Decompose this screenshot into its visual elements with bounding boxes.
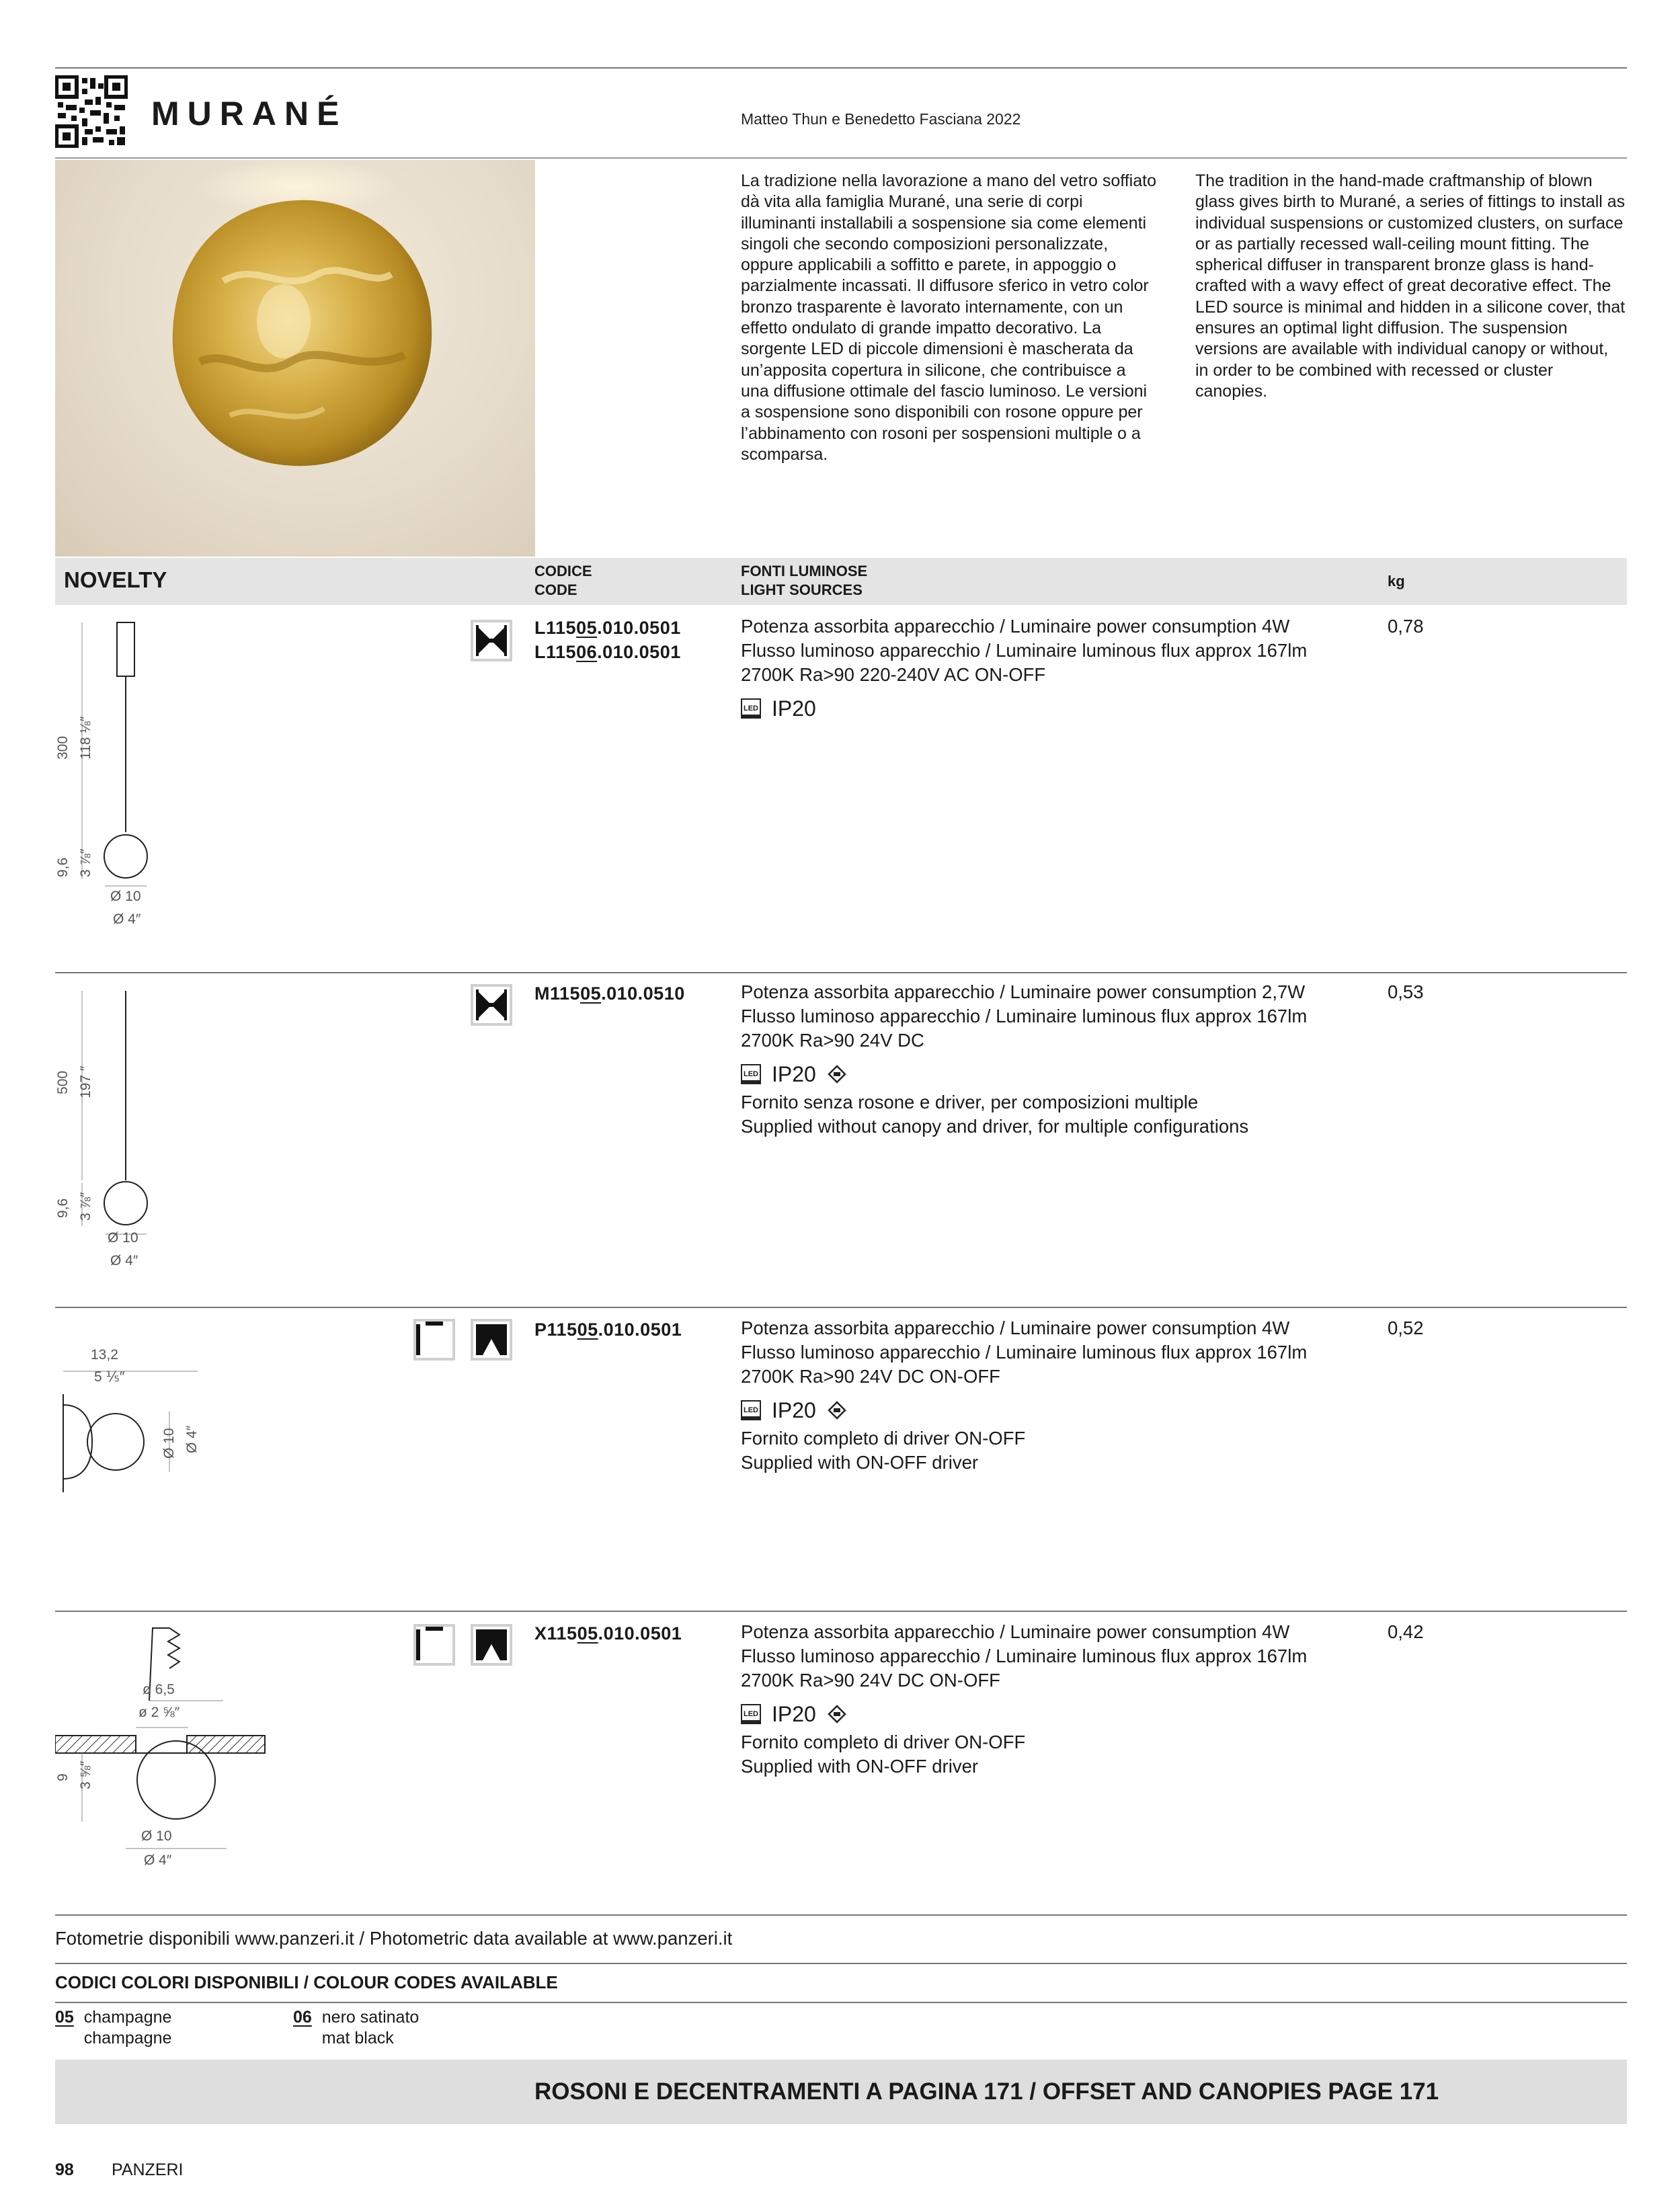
dim-width-in: 5 ⅕″ — [94, 1369, 125, 1385]
ceiling-symbol-icon — [471, 1624, 512, 1666]
note-en: Supplied without canopy and driver, for multiple configurations — [741, 1115, 1249, 1137]
colour-code-05 — [55, 2007, 171, 2049]
dim-hole-in: ø 2 ⅝″ — [138, 1705, 180, 1720]
footer-rule — [55, 1963, 1627, 1964]
code-column-header — [534, 562, 592, 600]
spec-voltage: 2700K Ra>90 24V DC — [741, 1030, 924, 1051]
designer-credit: Matteo Thun e Benedetto Fasciana 2022 — [741, 110, 1021, 128]
footer-rule — [55, 2002, 1627, 2003]
dim-diameter-in: Ø 4″ — [113, 911, 141, 927]
spec-flux: Flusso luminoso apparecchio / Luminaire luminous flux approx 167lm — [741, 640, 1308, 661]
product-photo — [55, 160, 535, 557]
product-code: X11505.010.0501 — [534, 1623, 682, 1644]
product-code: M11505.010.0510 — [534, 983, 685, 1004]
ip-rating: IP20 — [772, 1061, 816, 1086]
ip-rating-line — [741, 1397, 1307, 1422]
dim-diameter-mm: Ø 10 — [141, 1828, 172, 1844]
spec-flux: Flusso luminoso apparecchio / Luminaire luminous flux approx 167lm — [741, 1342, 1308, 1363]
product-title: MURANÉ — [151, 95, 348, 132]
colour-names — [84, 2007, 172, 2049]
spec-voltage: 2700K Ra>90 24V DC ON-OFF — [741, 1670, 1000, 1691]
canopies-banner — [55, 2060, 1627, 2124]
colour-code: 05 — [55, 2008, 74, 2027]
sources-header-it: FONTI LUMINOSE — [741, 563, 868, 579]
footer-rule — [55, 1914, 1627, 1916]
qr-code-icon — [55, 75, 128, 148]
description-english: The tradition in the hand-made craftmanship of blown glass gives birth to Murané, a series of fittings to install as individual suspensions or customized clusters, on surface or as partially recessed wall-ceiling mount fitting. The spherical diffuser in transparent bronze glass is hand-crafted with a wavy effect of great decorative effect. The LED source is minimal and hidden in a silicone cover, that ensures an optimal light diffusion. The suspension versions are available with individual canopy or without, in order to be combined with recessed or cluster canopies. — [1195, 171, 1626, 401]
glass-sphere-illustration — [55, 160, 535, 557]
canopies-banner-text: ROSONI E DECENTRAMENTI A PAGINA 171 / OFFSET AND CANOPIES PAGE 171 — [534, 2078, 1439, 2105]
pendant-symbol-icon — [471, 984, 512, 1026]
dim-diameter-mm: Ø 10 — [110, 889, 141, 904]
dim-diameter-mm: Ø 10 — [161, 1428, 177, 1459]
dim-height-in: 118 ⅛″ — [78, 716, 93, 760]
technical-drawing — [55, 612, 216, 928]
light-source-specs — [741, 980, 1307, 1139]
dim-sphere-in: 3 ⅞″ — [78, 848, 93, 877]
wall-symbol-icon — [413, 1624, 455, 1666]
spec-power: Potenza assorbita apparecchio / Luminaire power consumption 4W — [741, 616, 1290, 637]
product-codes — [534, 616, 681, 664]
note-it: Fornito senza rosone e driver, per composizioni multiple — [741, 1091, 1199, 1112]
note-en: Supplied with ON-OFF driver — [741, 1755, 979, 1777]
note-en: Supplied with ON-OFF driver — [741, 1451, 979, 1473]
colour-name-it: nero satinato — [321, 2008, 419, 2027]
product-codes — [534, 1621, 682, 1646]
dim-height-mm: 9 — [55, 1773, 71, 1781]
pendant-symbol-icon — [471, 620, 512, 661]
dim-diameter-mm: Ø 10 — [108, 1230, 138, 1246]
sources-header-en: LIGHT SOURCES — [741, 581, 863, 598]
dim-diameter-in: Ø 4″ — [110, 1253, 138, 1268]
colour-names — [322, 2007, 419, 2049]
code-header-en: CODE — [534, 581, 577, 598]
ip-rating: IP20 — [772, 1397, 816, 1422]
spec-flux: Flusso luminoso apparecchio / Luminaire luminous flux approx 167lm — [741, 1646, 1308, 1666]
spec-flux: Flusso luminoso apparecchio / Luminaire luminous flux approx 167lm — [741, 1006, 1308, 1026]
dim-height-mm: 300 — [55, 735, 71, 760]
dim-height-in: 3 ⅝″ — [78, 1760, 93, 1789]
colour-name-en: champagne — [83, 2029, 172, 2047]
spec-power: Potenza assorbita apparecchio / Luminaire power consumption 4W — [741, 1317, 1290, 1338]
top-rule — [55, 67, 1627, 69]
colour-codes-title: CODICI COLORI DISPONIBILI / COLOUR CODES AVAILABLE — [55, 1972, 558, 1992]
note-it: Fornito completo di driver ON-OFF — [741, 1731, 1026, 1752]
dim-sphere-mm: 9,6 — [55, 1198, 71, 1218]
product-codes — [534, 981, 685, 1006]
led-icon: LED — [741, 1400, 761, 1420]
led-icon: LED — [741, 1704, 761, 1724]
note-it: Fornito completo di driver ON-OFF — [741, 1427, 1026, 1449]
spec-power: Potenza assorbita apparecchio / Luminaire power consumption 4W — [741, 1621, 1290, 1642]
colour-code-06 — [293, 2007, 419, 2049]
ip-rating-line — [741, 1061, 1307, 1086]
dim-height-in: 197 ″ — [78, 1065, 93, 1098]
product-code: P11505.010.0501 — [534, 1320, 682, 1340]
row-divider — [55, 1611, 1627, 1612]
row-divider — [55, 972, 1627, 973]
driver-icon — [827, 1400, 847, 1420]
light-source-specs — [741, 1316, 1307, 1475]
technical-drawing — [55, 1365, 230, 1499]
light-source-specs — [741, 1620, 1307, 1779]
description-italian: La tradizione nella lavorazione a mano del vetro soffiato dà vita alla famiglia Murané, una serie di corpi illuminanti installabili a sospensione sia come elementi singoli che secondo composizioni personalizzate, oppure applicabili a soffitto e parete, in appoggio o parzialmente incassati. Il diffusore sferico in vetro color bronzo trasparente è lavorato internamente, con un effetto ondulato di grande impatto decorativo. La sorgente LED di piccole dimensioni è mascherata da un’apposita copertura in silicone, che contribuisce a una diffusione ottimale del fascio luminoso. Le versioni a sospensione sono disponibili con rosone oppure per l’abbinamento con rosoni per sospensioni multiple o a scomparsa. — [741, 171, 1156, 464]
ip-rating-line — [741, 1701, 1307, 1726]
row-divider — [55, 1307, 1627, 1308]
photometric-note: Fotometrie disponibili www.panzeri.it / Photometric data available at www.panzeri.it — [55, 1928, 733, 1949]
weight-column-header: kg — [1388, 573, 1405, 590]
page-number: 98 — [55, 2160, 74, 2179]
brand-name: PANZERI — [112, 2160, 184, 2179]
weight-value: 0,78 — [1388, 616, 1424, 637]
colour-code: 06 — [293, 2008, 312, 2027]
product-code: L11506.010.0501 — [534, 642, 681, 662]
wall-symbol-icon — [413, 1319, 455, 1361]
spec-power: Potenza assorbita apparecchio / Luminaire power consumption 2,7W — [741, 981, 1306, 1002]
led-icon: LED — [741, 1064, 761, 1084]
colour-name-en: mat black — [321, 2029, 394, 2047]
ip-rating: IP20 — [772, 696, 816, 721]
colour-name-it: champagne — [83, 2008, 172, 2027]
light-source-specs — [741, 614, 1307, 721]
code-header-it: CODICE — [534, 563, 592, 579]
weight-value: 0,52 — [1388, 1317, 1424, 1338]
product-code: L11505.010.0501 — [534, 618, 681, 638]
dim-height-mm: 500 — [55, 1070, 71, 1094]
led-icon: LED — [741, 698, 761, 719]
dim-diameter-in: Ø 4″ — [144, 1853, 172, 1868]
spec-voltage: 2700K Ra>90 24V DC ON-OFF — [741, 1366, 1000, 1387]
header-rule — [55, 157, 1627, 159]
novelty-label: NOVELTY — [64, 567, 167, 592]
sources-column-header — [741, 562, 867, 600]
ip-rating: IP20 — [772, 1701, 816, 1726]
dim-width-mm: 13,2 — [91, 1347, 118, 1363]
product-codes — [534, 1317, 682, 1342]
dim-sphere-mm: 9,6 — [55, 857, 71, 877]
weight-value: 0,42 — [1388, 1621, 1424, 1642]
ip-rating-line — [741, 695, 1307, 721]
spec-voltage: 2700K Ra>90 220-240V AC ON-OFF — [741, 664, 1046, 685]
driver-icon — [827, 1064, 847, 1084]
dim-sphere-in: 3 ⅞″ — [78, 1192, 93, 1221]
ceiling-symbol-icon — [471, 1319, 512, 1361]
dim-diameter-in: Ø 4″ — [184, 1425, 200, 1453]
dim-hole-mm: ø 6,5 — [143, 1682, 175, 1697]
weight-value: 0,53 — [1388, 981, 1424, 1002]
driver-icon — [827, 1704, 847, 1724]
